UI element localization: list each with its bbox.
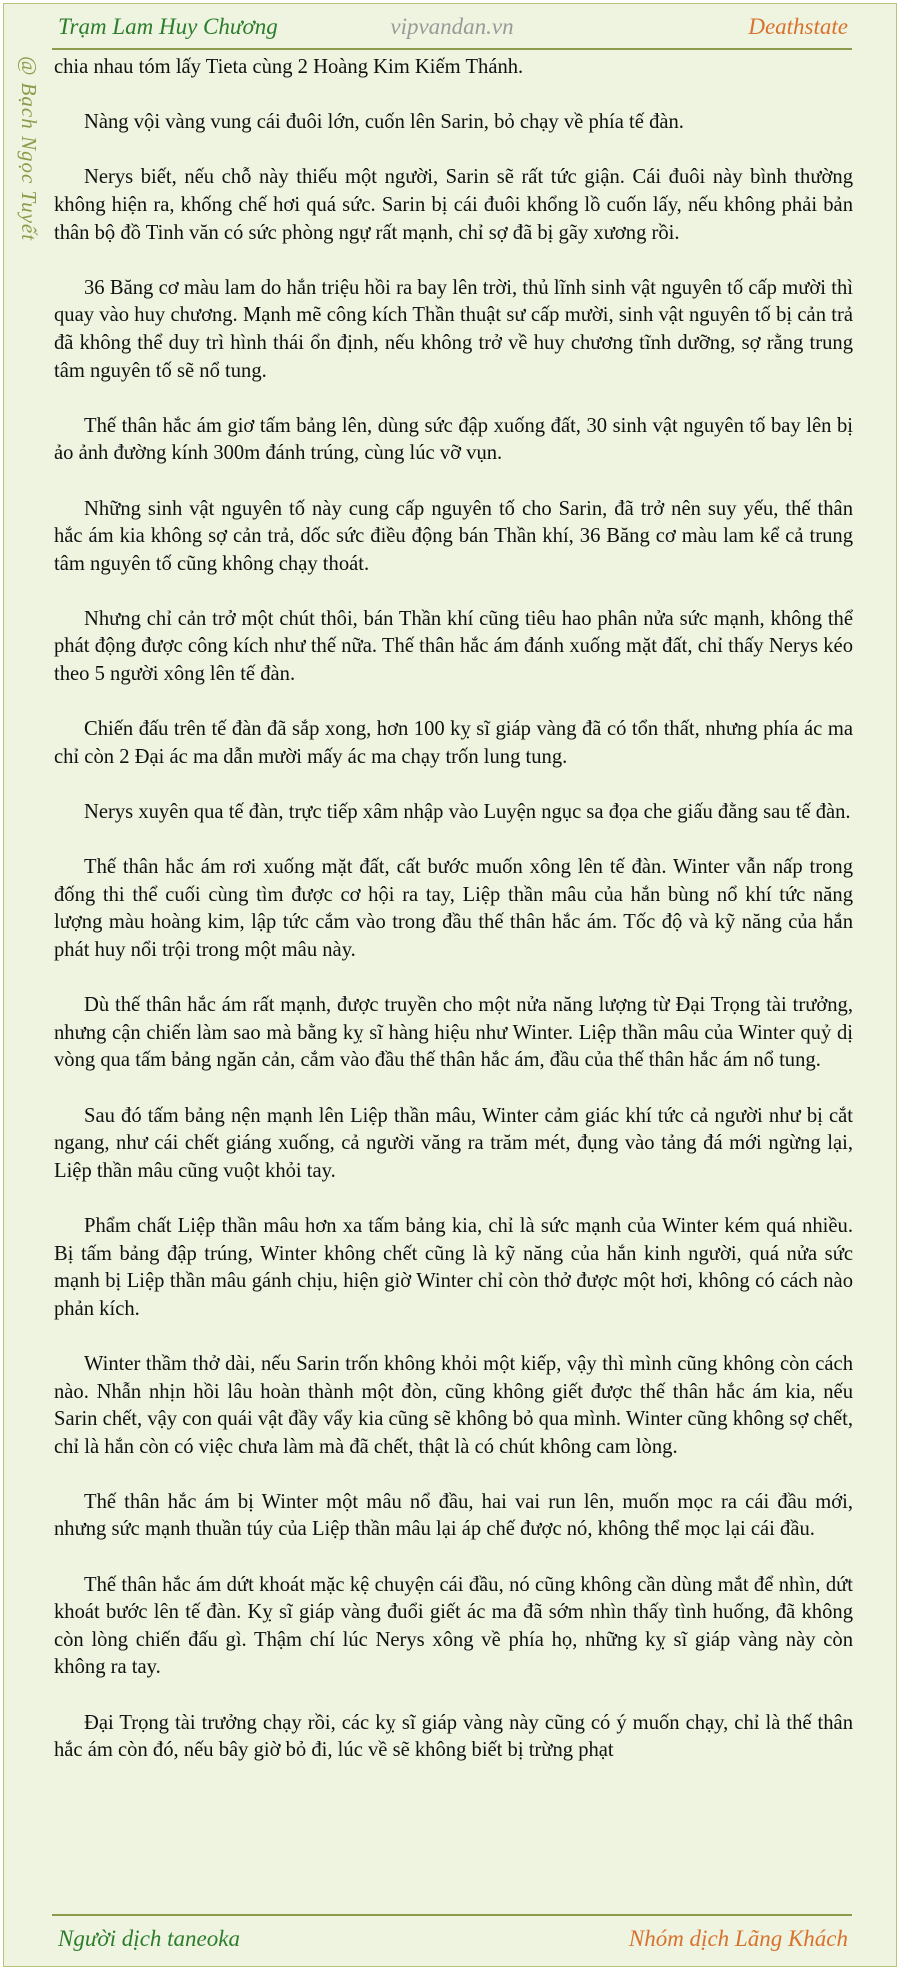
paragraph: Những sinh vật nguyên tố này cung cấp nguyên tố cho Sarin, đã trở nên suy yếu, thế thân hắc ám kia không sợ cản trả, dốc sức điều động bán Thần khí, 36 Băng cơ màu lam kể cả trung tâm nguyên tố cũng không chạy thoát. — [54, 497, 853, 575]
paragraph: Chiến đấu trên tế đàn đã sắp xong, hơn 100 kỵ sĩ giáp vàng đã có tổn thất, nhưng phía ác ma chỉ còn 2 Đại ác ma dẫn mười mấy ác ma chạy trốn lung tung. — [54, 718, 853, 768]
paragraph: Thế thân hắc ám rơi xuống mặt đất, cất bước muốn xông lên tế đàn. Winter vẫn nấp trong đống thi thể cuối cùng tìm được cơ hội ra tay, Liệp thần mâu của hắn bùng nổ khí tức năng lượng màu hoàng kim, lập tức cắm vào trong đầu thế thân hắc ám. Tốc độ và kỹ năng của hắn phát huy nổi trội trong một mâu này. — [54, 856, 853, 961]
sidebar-watermark — [12, 56, 42, 276]
page-header — [52, 8, 852, 50]
paragraph: Đại Trọng tài trưởng chạy rồi, các kỵ sĩ giáp vàng này cũng có ý muốn chạy, chỉ là thế thân hắc ám còn đó, nếu bây giờ bỏ đi, lúc về sẽ không biết bị trừng phạt — [54, 1711, 853, 1762]
footer-translator: Người dịch taneoka — [58, 1926, 240, 1951]
page-footer — [52, 1914, 852, 1960]
paragraph: Dù thế thân hắc ám rất mạnh, được truyền cho một nửa năng lượng từ Đại Trọng tài trưởng, nhưng cận chiến làm sao mà bằng kỵ sĩ hàng hiệu như Winter. Liệp thần mâu của Winter quỷ dị vòng qua tấm bảng ngăn cản, cắm vào đầu thế thân hắc ám, đầu của thế thân hắc ám nổ tung. — [54, 994, 853, 1072]
paragraph: Sau đó tấm bảng nện mạnh lên Liệp thần mâu, Winter cảm giác khí tức cả người như bị cắt ngang, như cái chết giáng xuống, cả người văng ra trăm mét, đụng vào tảng đá mới ngừng lại, Liệp thần mâu cũng vuột khỏi tay. — [54, 1104, 853, 1182]
header-author: Deathstate — [748, 14, 848, 39]
paragraph: Nàng vội vàng vung cái đuôi lớn, cuốn lên Sarin, bỏ chạy về phía tế đàn. — [84, 111, 684, 134]
paragraph: Nhưng chỉ cản trở một chút thôi, bán Thần khí cũng tiêu hao phân nửa sức mạnh, không thể phát động được công kích như thế nữa. Thế thân hắc ám đánh xuống mặt đất, chỉ thấy Nerys kéo theo 5 người xông lên tế đàn. — [54, 607, 853, 686]
paragraph: Nerys xuyên qua tế đàn, trực tiếp xâm nhập vào Luyện ngục sa đọa che giấu đằng sau tế đàn. — [84, 801, 851, 824]
paragraph: Thế thân hắc ám bị Winter một mâu nổ đầu, hai vai run lên, muốn mọc ra cái đầu mới, nhưng sức mạnh thuần túy của Liệp thần mâu lại áp chế được nó, không thể mọc lại cái đầu. — [54, 1490, 853, 1541]
paragraph: Thế thân hắc ám giơ tấm bảng lên, dùng sức đập xuống đất, 30 sinh vật nguyên tố bay lên bị ảo ảnh đường kính 300m đánh trúng, cùng lúc vỡ vụn. — [54, 414, 853, 465]
sidebar-author-credit: @ Bạch Ngọc Tuyết — [17, 56, 41, 242]
chapter-text — [54, 54, 853, 1765]
paragraph: 36 Băng cơ màu lam do hắn triệu hồi ra bay lên trời, thủ lĩnh sinh vật nguyên tố cấp mười thì quay vào huy chương. Mạnh mẽ công kích Thần thuật sư cấp mười, sinh vật nguyên tố bị cản trả đã không thể duy trì hình thái ổn định, nếu không trở về huy chương tĩnh dưỡng, sợ rằng trung tâm nguyên tố sẽ nổ tung. — [54, 276, 853, 382]
header-website: vipvandan.vn — [390, 14, 514, 39]
page — [3, 3, 897, 1967]
paragraph: Winter thầm thở dài, nếu Sarin trốn không khỏi một kiếp, vậy thì mình cũng không còn cách nào. Nhẫn nhịn hồi lâu hoàn thành một đòn, cũng không giết được thế thân hắc ám kia, nếu Sarin chết, vậy con quái vật đầy vẩy kia cũng sẽ không bỏ qua mình. Winter cũng không sợ chết, chỉ là hắn còn có việc chưa làm mà đã chết, thật là có chút không cam lòng. — [54, 1352, 853, 1458]
paragraph: Thế thân hắc ám dứt khoát mặc kệ chuyện cái đầu, nó cũng không cần dùng mắt để nhìn, dứt khoát bước lên tế đàn. Kỵ sĩ giáp vàng đuổi giết ác ma đã sớm nhìn thấy tình huống, đã không còn lòng chiến đấu gì. Thậm chí lúc Nerys xông về phía họ, những kỵ sĩ giáp vàng này còn không ra tay. — [54, 1573, 853, 1679]
paragraph: chia nhau tóm lấy Tieta cùng 2 Hoàng Kim Kiếm Thánh. — [54, 56, 524, 78]
header-series-title: Trạm Lam Huy Chương — [58, 14, 278, 39]
paragraph: Nerys biết, nếu chỗ này thiếu một người, Sarin sẽ rất tức giận. Cái đuôi này bình thường không hiện ra, khống chế hơi quá sức. Sarin bị cái đuôi khổng lồ cuốn lấy, nếu không phải bản thân bộ đồ Tinh văn có sức phòng ngự rất mạnh, chỉ sợ đã bị gãy xương rồi. — [54, 166, 853, 244]
footer-group: Nhóm dịch Lãng Khách — [628, 1926, 848, 1951]
paragraph: Phẩm chất Liệp thần mâu hơn xa tấm bảng kia, chỉ là sức mạnh của Winter kém quá nhiều. Bị tấm bảng đập trúng, Winter không chết cũng là kỹ năng của hắn kinh người, quá nửa sức mạnh bị Liệp thần mâu gánh chịu, hiện giờ Winter chỉ còn thở được một hơi, không có cách nào phản kích. — [54, 1214, 853, 1320]
